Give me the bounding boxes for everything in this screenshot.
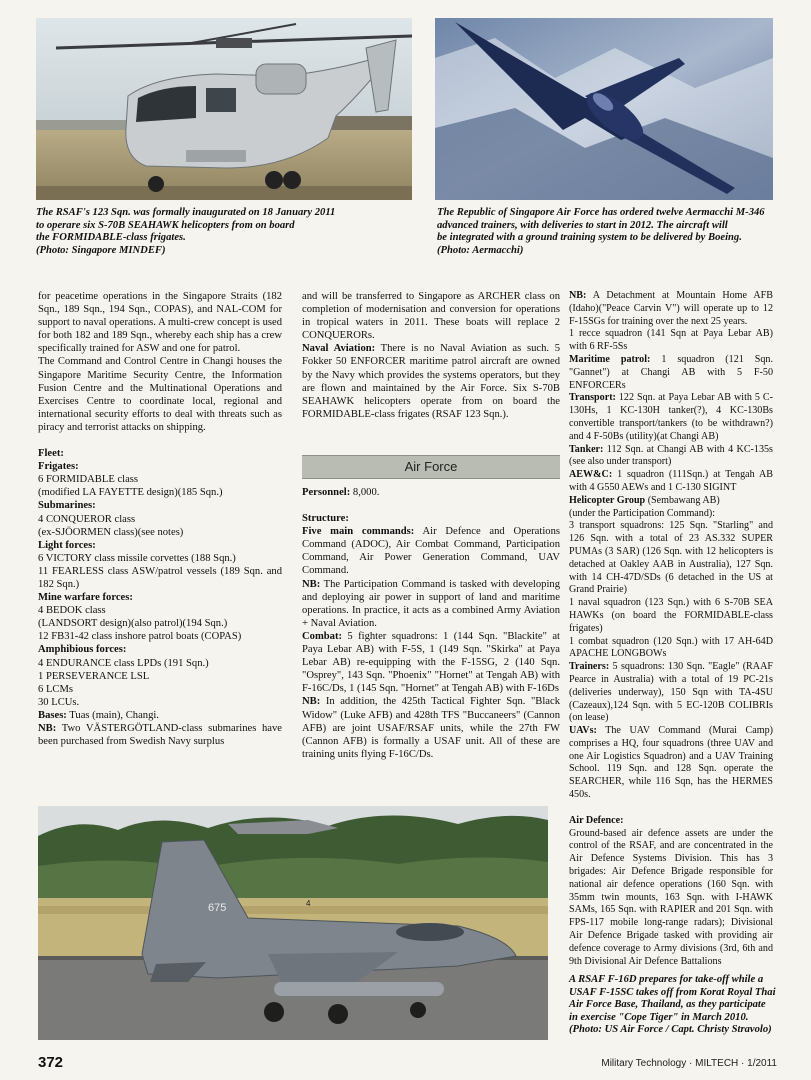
maritime-patrol: Maritime patrol: 1 squadron (121 Sqn. "Gannet") at Changi AB with 5 F-50 ENFORCERs: [569, 353, 773, 391]
bases-line: Bases: Tuas (main), Changi.: [38, 709, 159, 721]
tanker: Tanker: 112 Sqn. at Changi AB with 4 KC-135s (see also under transport): [569, 443, 773, 468]
page-footer: [0, 1054, 811, 1074]
list-item: 11 FEARLESS class ASW/patrol vessels (189 Sqn. and 182 Sqn.): [38, 565, 282, 590]
heading-amphibious: Amphibious forces:: [38, 644, 127, 656]
recce: 1 recce squadron (141 Sqn at Paya Lebar AB) with 6 RF-5Ss: [569, 328, 773, 353]
paragraph: for peacetime operations in the Singapore Straits (182 Sqn., 189 Sqn., 194 Sqn., COPAS), and NAL-COM for support to naval operations. A multi-crew concept is used for both 182 and 189 Sqn., whereby each ship has a crew specifically trained for ASW and one for patrol.: [38, 291, 282, 355]
paragraph: The Command and Control Centre in Changi houses the Singapore Maritime Security Centre, the Information Fusion Centre and the Multinational Operations and Exercises Centre to coordinate local, regional and international security efforts to deal with threats such as piracy and terrorist attacks on shipping.: [38, 356, 282, 433]
list-item: 6 FORMIDABLE class: [38, 474, 139, 486]
naval-aviation: Naval Aviation: There is no Naval Aviation as such. 5 Fokker 50 ENFORCER maritime patrol aircraft are owned by the Navy which provides the systems operators, but they are flown and maintained by the Air Force. Six S-70B SEAHAWK helicopters operate from on board the FORMIDABLE-class frigates (RSAF 123 Sqn.).: [302, 343, 560, 420]
photo-seahawk-helicopter: [36, 18, 412, 200]
nb-mountain-home: NB: A Detachment at Mountain Home AFB (Idaho)("Peace Carvin V") will operate up to 12 F-15SGs for training over the next 25 years.: [569, 290, 773, 327]
uavs: UAVs: The UAV Command (Murai Camp) comprises a HQ, four squadrons (three UAV and one Air Logistics Squadron) and a UAV Training School. 119 Sqn. and 128 Sqn. operate the SEARCHER, while 116 Sqn, has the HERMES 450s.: [569, 725, 773, 801]
list-item: 6 VICTORY class missile corvettes (188 Sqn.): [38, 552, 236, 564]
heading-submarines: Submarines:: [38, 500, 96, 512]
heading-fleet: Fleet:: [38, 448, 64, 460]
aewc: AEW&C: 1 squadron (111Sqn.) at Tengah AB with 4 G550 AEWs and 1 C-130 SIGINT: [569, 469, 773, 493]
heading-air-defence: Air Defence:: [569, 814, 624, 826]
column-1: [38, 290, 282, 748]
main-commands: Five main commands: Air Defence and Operations Command (ADOC), Air Combat Command, Participation Command, Air Power Generation Command, UAV Command.: [302, 526, 560, 577]
photo-f16-takeoff: [38, 806, 548, 1040]
caption-helicopter: The RSAF's 123 Sqn. was formally inaugurated on 18 January 2011 to operare six S-70B SEAHAWK helicopters from on board the FORMIDABLE-class frigates. (Photo: Singapore MINDEF): [36, 207, 336, 256]
caption-m346: The Republic of Singapore Air Force has ordered twelve Aermacchi M-346 advanced trainers, with deliveries to start in 2012. The aircraft will be integrated with a ground training system to be delivered by Boeing. (Photo: Aermacchi): [437, 207, 765, 256]
trainers: Trainers: 5 squadrons: 130 Sqn. "Eagle" (RAAF Pearce in Australia) with a total of 19 PC-21s (deliveries underway), 150 Sqn with TA-4SU (Cazeaux),124 Sqn. with 5 EC-120B COLIBRIs (on lease): [569, 661, 773, 724]
heading-mine-warfare: Mine warfare forces:: [38, 592, 133, 604]
list-item: (modified LA FAYETTE design)(185 Sqn.): [38, 487, 223, 499]
list-item: (under the Participation Command):: [569, 507, 716, 519]
column-2-lower: [302, 486, 560, 761]
tail-number: 675: [208, 902, 227, 914]
list-item: 4 ENDURANCE class LPDs (191 Sqn.): [38, 657, 209, 669]
list-item: 6 LCMs: [38, 683, 74, 695]
page-number: 372: [38, 1054, 64, 1071]
list-item: 1 naval squadron (123 Sqn.) with 6 S-70B SEA HAWKs (on board the FORMIDABLE-class frigates): [569, 597, 773, 634]
air-defence-text: Ground-based air defence assets are under the control of the RSAF, and are concentrated in the Air Defence Systems Division. This has 3 brigades: Air Defence Brigade responsible for national air defence operations (160 Sqn. with 35mm twin mounts, 163 Sqn. with I-HAWK SAMs, 165 Sqn. with RAPIER and 201 Sqn. with FPS-117 mobile long-range radars); Divisional Air Defence Brigade tasked with providing air defence coverage to Army divisions (3rd, 6th and 9th Divisional Air Defence Battalions: [569, 827, 773, 967]
list-item: 1 combat squadron (120 Sqn.) with 17 AH-64D APACHE LONGBOWs: [569, 635, 773, 660]
photo-m346-trainer: [435, 18, 773, 200]
tail-small-number: 4: [306, 899, 311, 908]
column-3: [569, 290, 773, 968]
list-item: (ex-SJÖORMEN class)(see notes): [38, 526, 184, 538]
section-band-air-force: Air Force: [302, 455, 560, 479]
list-item: 4 BEDOK class: [38, 605, 106, 617]
heading-structure: Structure:: [302, 513, 349, 525]
list-item: 1 PERSEVERANCE LSL: [38, 670, 150, 682]
heading-frigates: Frigates:: [38, 461, 79, 473]
list-item: 12 FB31-42 class inshore patrol boats (COPAS): [38, 631, 242, 643]
combat: Combat: 5 fighter squadrons: 1 (144 Sqn. "Blackite" at Paya Lebar AB) with F-5S, 1 (149 Sqn. "Skirka" at Paya Lebar AB) re-equipping with the F-15SG, 2 (140 Sqn. "Osprey", 143 Sqn. "Phoenix" "Hornet" at Tengah AB) with F-16C/Ds, 1 (145 Sqn. "Hornet" at Tengah AB) with F-16Ds: [302, 630, 560, 695]
column-2: [302, 290, 560, 421]
list-item: 3 transport squadrons: 125 Sqn. "Starling" and 126 Sqn. with a total of 23 AS.332 SUPER PUMAs (3 SAR) (126 Sqn. with 12 helicopters is detached at Oakley AAB in Australia), 127 Sqn. with 14 CH-47D/SDs (6 detached in the US at Grand Prairie): [569, 520, 773, 596]
helicopter-group: Helicopter Group (Sembawang AB): [569, 494, 720, 506]
nb-participation: NB: The Participation Command is tasked with developing and deploying air power in support of land and maritime operations. In practice, it acts as a combined Army Aviation + Naval Aviation.: [302, 578, 560, 629]
list-item: 30 LCUs.: [38, 696, 80, 708]
personnel: Personnel: 8,000.: [302, 487, 380, 498]
nb-training-units: NB: In addition, the 425th Tactical Fighter Sqn. "Black Widow" (Luke AFB) and 428th TFS "Buccaneers" (Cannon AFB) are joint USAF/RSAF units, while the 27th FW (Cannon AFB) is formally a USAF unit. All of these are training units flying F-16C/Ds.: [302, 696, 560, 760]
caption-f16: A RSAF F-16D prepares for take-off while a USAF F-15SC takes off from Korat Royal Thai Air Force Base, Thailand, as they participate in exercise "Cope Tiger" in March 2010. (Photo: US Air Force / Capt. Christy Stravolo): [569, 974, 776, 1036]
heading-light-forces: Light forces:: [38, 539, 96, 551]
nb-line: NB: Two VÄSTERGÖTLAND-class submarines have been purchased from Swedish Navy surplus: [38, 723, 282, 748]
journal-name: Military Technology · MILTECH · 1/2011: [601, 1058, 777, 1069]
list-item: (LANDSORT design)(also patrol)(194 Sqn.): [38, 618, 228, 630]
list-item: 4 CONQUEROR class: [38, 513, 136, 525]
transport: Transport: 122 Sqn. at Paya Lebar AB with 5 C-130Hs, 1 KC-130H tanker(?), 4 KC-130Bs convertible transport/tankers (to be withdrawn?) and 4 F-50Bs (utility)(at Changi AB): [569, 392, 773, 442]
paragraph: and will be transferred to Singapore as ARCHER class on completion of modernisation and conversion for operations in tropical waters in 2011. These boats will replace 2 CONQUERORs.: [302, 291, 560, 342]
